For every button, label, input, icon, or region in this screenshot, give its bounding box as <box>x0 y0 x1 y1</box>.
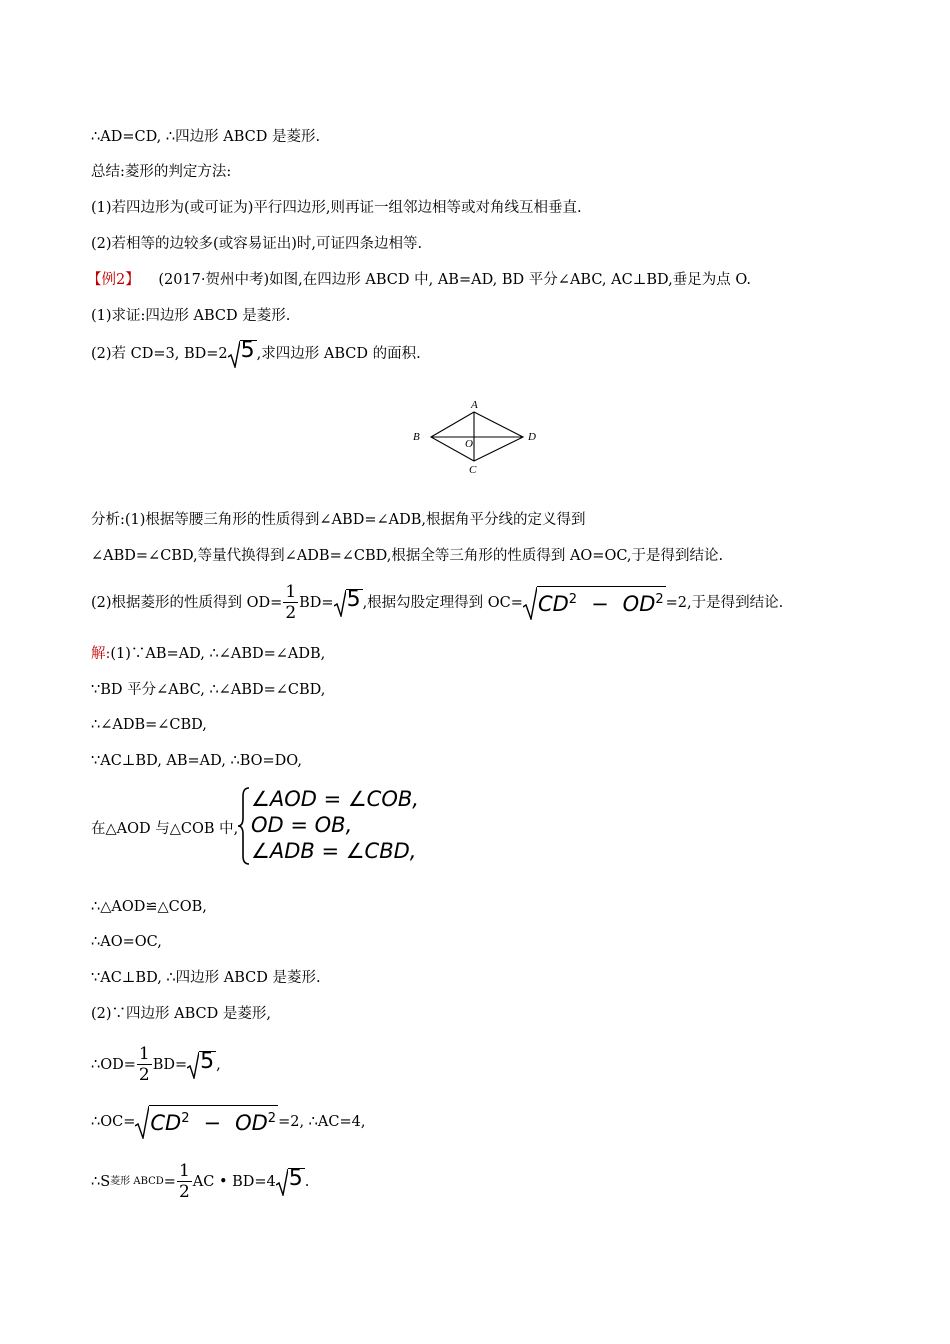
fraction-half: $\frac{1}{2}$ <box>178 1161 190 1202</box>
solution-7: ∴AO=OC, <box>91 934 162 950</box>
solution-6: ∴△AOD≌△COB, <box>91 899 207 915</box>
denominator: 2 <box>285 603 297 623</box>
solution-1: 解:(1)∵AB=AD, ∴∠ABD=∠ADB, <box>91 646 326 662</box>
radicand: $CD^2 - OD^2$ <box>537 586 666 620</box>
text-line: 总结:菱形的判定方法: <box>91 164 232 180</box>
equation-system <box>237 786 419 866</box>
label-d: D <box>528 431 536 443</box>
example-tag: 【例2】 <box>87 272 140 288</box>
sqrt-5 <box>228 340 257 368</box>
analysis-1: 分析:(1)根据等腰三角形的性质得到∠ABD=∠ADB,根据角平分线的定义得到 <box>91 512 586 528</box>
solution-4: ∵AC⊥BD, AB=AD, ∴BO=DO, <box>91 753 302 769</box>
system-row-3: ∠ADB = ∠CBD, <box>251 839 417 863</box>
sqrt-5: 5 <box>276 1168 305 1196</box>
sqrt-cd-od: $CD^2 - OD^2$ <box>135 1105 278 1139</box>
solution-2: ∵BD 平分∠ABC, ∴∠ABD=∠CBD, <box>91 682 326 698</box>
solution-5: 在△AOD 与△COB 中, <box>91 821 239 837</box>
a3-post: =2,于是得到结论. <box>665 595 784 611</box>
a3-mid2: ,根据勾股定理得到 OC= <box>362 595 523 611</box>
fraction-half: $\frac{1}{2}$ <box>138 1044 150 1085</box>
analysis-2: ∠ABD=∠CBD,等量代换得到∠ADB=∠CBD,根据全等三角形的性质得到 AO=OC,于是得到结论. <box>91 548 724 564</box>
analysis-3 <box>91 582 783 624</box>
question-2 <box>91 340 421 368</box>
solution-8: ∵AC⊥BD, ∴四边形 ABCD 是菱形. <box>91 970 321 986</box>
example-stem <box>87 270 751 290</box>
radicand: 5 <box>346 589 363 617</box>
rhombus-figure <box>405 398 555 478</box>
example-stem-text: (2017·贺州中考)如图,在四边形 ABCD 中, AB=AD, BD 平分∠ABC, AC⊥BD,垂足为点 O. <box>158 272 751 288</box>
a3-mid: BD= <box>299 595 334 611</box>
system-row-1: ∠AOD = ∠COB, <box>251 787 419 811</box>
question-1: (1)求证:四边形 ABCD 是菱形. <box>91 308 291 324</box>
text-line: (1)若四边形为(或可证为)平行四边形,则再证一组邻边相等或对角线互相垂直. <box>91 200 582 216</box>
label-b: B <box>413 431 420 443</box>
text-line: (2)若相等的边较多(或容易证出)时,可证四条边相等. <box>91 236 423 252</box>
fraction-half <box>283 584 298 622</box>
solution-3: ∴∠ADB=∠CBD, <box>91 717 207 733</box>
solution-11: ∴OC= $CD^2 - OD^2$ =2, ∴AC=4, <box>91 1101 365 1143</box>
sqrt-5 <box>334 589 363 617</box>
q2-post: ,求四边形 ABCD 的面积. <box>256 346 421 362</box>
left-brace-icon <box>237 786 251 866</box>
a3-pre: (2)根据菱形的性质得到 OD= <box>91 595 283 611</box>
numerator: 1 <box>285 582 297 602</box>
label-a: A <box>471 399 478 411</box>
sqrt-5: 5 <box>187 1051 216 1079</box>
solution-10: ∴OD= $\frac{1}{2}$ BD= 5 , <box>91 1044 221 1085</box>
label-o: O <box>465 438 473 450</box>
label-c: C <box>469 464 477 476</box>
solution-12: ∴S 菱形 ABCD = $\frac{1}{2}$ AC • BD=4 5 . <box>91 1161 310 1202</box>
text-line: ∴AD=CD, ∴四边形 ABCD 是菱形. <box>91 129 321 145</box>
solution-9: (2)∵四边形 ABCD 是菱形, <box>91 1006 271 1022</box>
subscript: 菱形 ABCD <box>110 1176 164 1187</box>
q2-pre: (2)若 CD=3, BD=2 <box>91 346 228 362</box>
solution-label: 解: <box>91 646 111 662</box>
system-row-2: OD = OB, <box>251 813 353 837</box>
radicand: 5 <box>240 340 257 368</box>
sqrt-cd-od <box>523 586 666 620</box>
